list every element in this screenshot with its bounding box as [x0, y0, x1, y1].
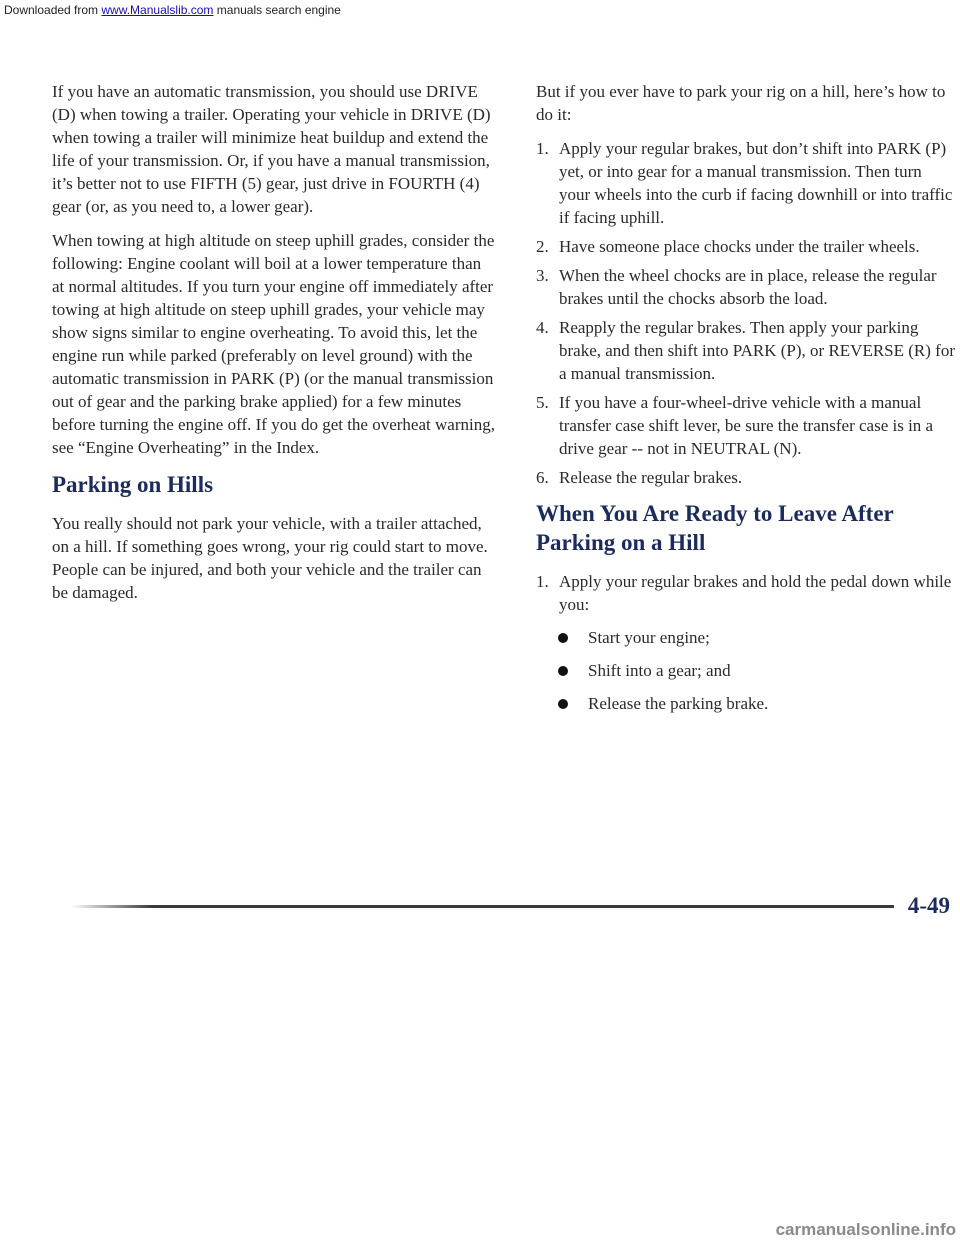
download-source-note — [4, 3, 341, 17]
paragraph-parking-warning: You really should not park your vehicle, with a trailer attached, on a hill. If something goes wrong, your rig could start to move. People can be injured, and both your vehicle and the trailer can be damaged. — [52, 514, 488, 602]
list-item — [536, 235, 956, 258]
paragraph-park-rig-intro: But if you ever have to park your rig on a hill, here’s how to do it: — [536, 82, 946, 124]
step-number: 1. — [536, 139, 549, 158]
list-item — [536, 264, 956, 310]
list-item — [536, 137, 956, 229]
paragraph-automatic-transmission: If you have an automatic transmission, you should use DRIVE (D) when towing a trailer. Operating your vehicle in DRIVE (D) when towing a trailer will minimize heat buildup and extend the life of your transmission. Or, if you have a manual transmission, it’s better not to use FIFTH (5) gear, just drive in FOURTH (4) gear (or, as you need to, a lower gear). — [52, 82, 491, 216]
list-item — [536, 391, 956, 460]
bullet-text: Shift into a gear; and — [588, 661, 731, 680]
step-number: 5. — [536, 393, 549, 412]
download-suffix: manuals search engine — [213, 3, 341, 17]
left-column — [52, 80, 496, 615]
bullet-dot-icon — [558, 666, 568, 676]
footer-rule — [70, 905, 894, 908]
bullet-dot-icon — [558, 633, 568, 643]
step-text: When the wheel chocks are in place, release the regular brakes until the chocks absorb the load. — [559, 266, 937, 308]
right-column — [536, 80, 956, 725]
download-prefix: Downloaded from — [4, 3, 102, 17]
leave-bullets-list — [536, 626, 956, 715]
list-item — [536, 692, 956, 715]
step-text: Apply your regular brakes, but don’t shift into PARK (P) yet, or into gear for a manual transmission. Then turn your wheels into the curb if facing downhill or into traffic if facing uphill. — [559, 139, 953, 227]
step-number: 3. — [536, 266, 549, 285]
step-number: 2. — [536, 237, 549, 256]
step-number: 4. — [536, 318, 549, 337]
paragraph-high-altitude: When towing at high altitude on steep uphill grades, consider the following: Engine coolant will boil at a lower temperature than at normal altitudes. If you turn your engine off immediately after towing at high altitude on steep uphill grades, your vehicle may show signs similar to engine overheating. To avoid this, let the engine run while parked (preferably on level ground) with the automatic transmission in PARK (P) (or the manual transmission out of gear and the parking brake applied) for a few minutes before turning the engine off. If you do get the overheat warning, see “Engine Overheating” in the Index. — [52, 231, 495, 457]
footer-watermark: carmanualsonline.info — [775, 1220, 956, 1239]
list-item — [536, 466, 956, 489]
step-text: Have someone place chocks under the trailer wheels. — [559, 237, 920, 256]
page-number: 4-49 — [907, 893, 950, 918]
step-number: 1. — [536, 572, 549, 591]
bullet-dot-icon — [558, 699, 568, 709]
bullet-text: Start your engine; — [588, 628, 710, 647]
bullet-text: Release the parking brake. — [588, 694, 769, 713]
step-number: 6. — [536, 468, 549, 487]
leave-steps-list — [536, 570, 956, 616]
parking-steps-list — [536, 137, 956, 489]
step-text: Release the regular brakes. — [559, 468, 743, 487]
list-item — [536, 659, 956, 682]
manualslib-link[interactable]: www.Manualslib.com — [101, 3, 214, 17]
heading-ready-to-leave: When You Are Ready to Leave After Parking on a Hill — [536, 501, 894, 555]
list-item — [536, 626, 956, 649]
list-item — [536, 316, 956, 385]
step-text: Apply your regular brakes and hold the pedal down while you: — [559, 572, 952, 614]
heading-parking-on-hills: Parking on Hills — [52, 472, 214, 497]
step-text: If you have a four-wheel-drive vehicle with a manual transfer case shift lever, be sure the transfer case is in a drive gear -- not in NEUTRAL (N). — [559, 393, 934, 458]
step-text: Reapply the regular brakes. Then apply your parking brake, and then shift into PARK (P), or REVERSE (R) for a manual transmission. — [559, 318, 956, 383]
list-item — [536, 570, 956, 616]
